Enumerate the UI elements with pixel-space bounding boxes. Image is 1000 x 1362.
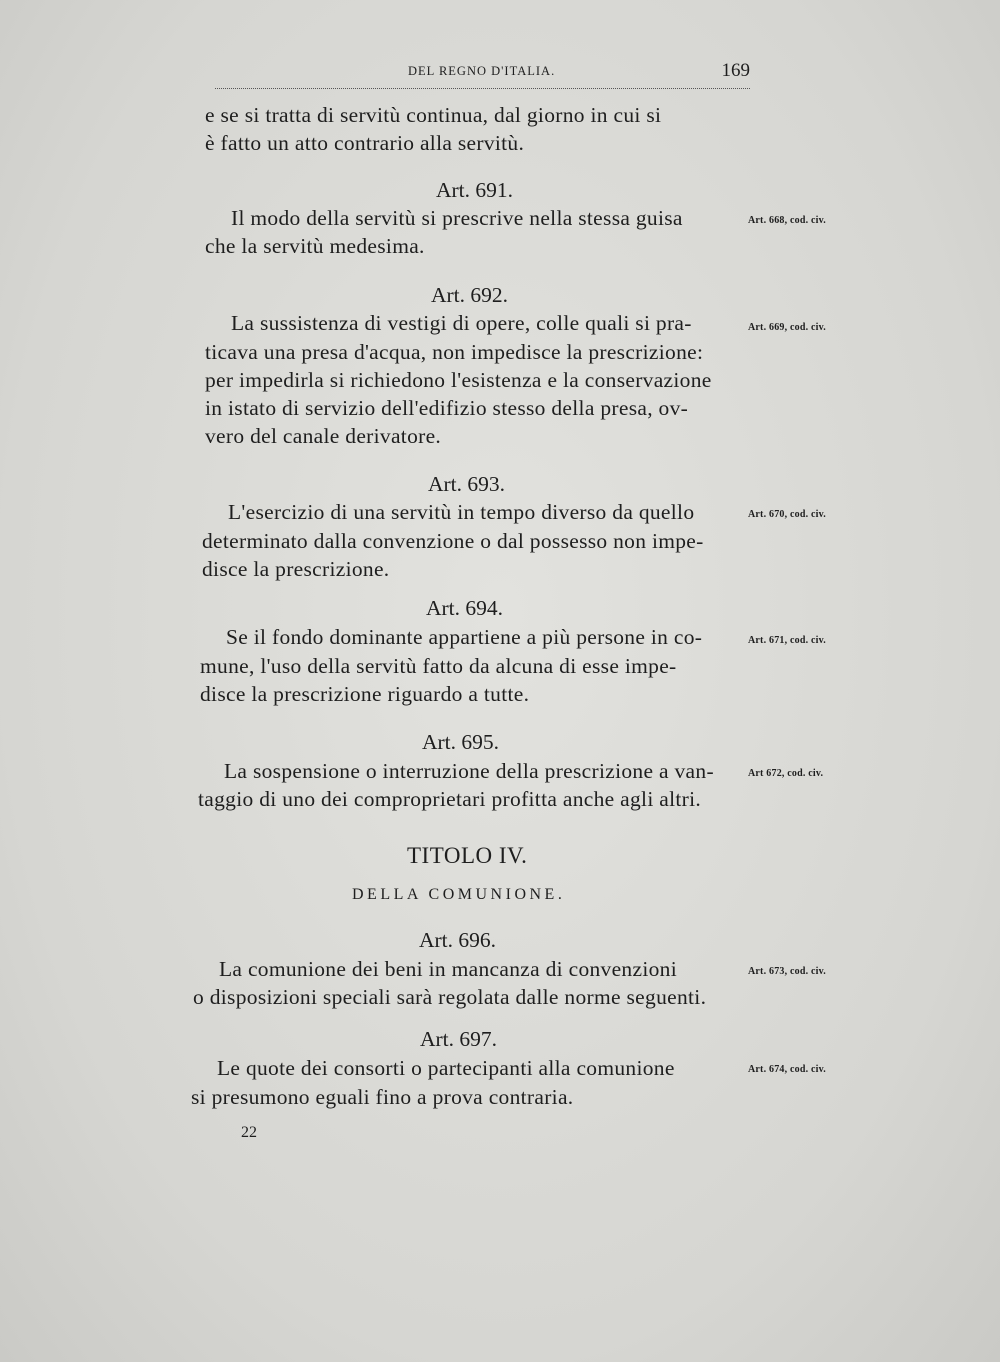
article-title: Art. 695.: [422, 730, 500, 754]
article-line: disce la prescrizione.: [202, 557, 390, 581]
intro-line: e se si tratta di servitù continua, dal giorno in cui si: [205, 103, 662, 127]
article-line: si presumono eguali fino a prova contraria.: [191, 1085, 574, 1109]
margin-note: Art. 673, cod. civ.: [748, 966, 826, 977]
article-title: Art. 694.: [426, 596, 504, 620]
intro-line: è fatto un atto contrario alla servitù.: [205, 131, 525, 155]
article-line: ticava una presa d'acqua, non impedisce la prescrizione:: [205, 340, 704, 364]
article-title: Art. 697.: [420, 1027, 498, 1051]
article-line: per impedirla si richiedono l'esistenza e la conservazione: [205, 368, 712, 392]
article-title: Art. 691.: [436, 178, 514, 202]
article-line: taggio di uno dei comproprietari profitta anche agli altri.: [198, 787, 702, 811]
margin-note: Art 672, cod. civ.: [748, 768, 824, 779]
article-line: Le quote dei consorti o partecipanti alla comunione: [217, 1056, 675, 1080]
article-line: determinato dalla convenzione o dal possesso non impe-: [202, 529, 704, 553]
margin-note: Art. 671, cod. civ.: [748, 635, 826, 646]
article-line: Il modo della servitù si prescrive nella stessa guisa: [231, 206, 683, 230]
margin-note: Art. 674, cod. civ.: [748, 1064, 826, 1075]
article-title: Art. 696.: [419, 928, 497, 952]
article-line: vero del canale derivatore.: [205, 424, 442, 448]
article-line: Se il fondo dominante appartiene a più persone in co-: [226, 625, 703, 649]
article-line: L'esercizio di una servitù in tempo diverso da quello: [228, 500, 695, 524]
article-line: mune, l'uso della servitù fatto da alcuna di esse impe-: [200, 654, 677, 678]
section-title: TITOLO IV.: [407, 843, 528, 868]
article-title: Art. 692.: [431, 283, 509, 307]
margin-note: Art. 669, cod. civ.: [748, 322, 826, 333]
margin-note: Art. 668, cod. civ.: [748, 215, 826, 226]
margin-note: Art. 670, cod. civ.: [748, 509, 826, 520]
article-line: La sussistenza di vestigi di opere, colle quali si pra-: [231, 311, 692, 335]
article-line: La sospensione o interruzione della prescrizione a van-: [224, 759, 714, 783]
article-title: Art. 693.: [428, 472, 506, 496]
page-number: 169: [721, 60, 750, 81]
article-line: che la servitù medesima.: [205, 234, 425, 258]
running-head: DEL REGNO D'ITALIA.: [408, 64, 556, 78]
article-line: o disposizioni speciali sarà regolata dalle norme seguenti.: [193, 985, 707, 1009]
signature-mark: 22: [241, 1124, 257, 1141]
article-line: disce la prescrizione riguardo a tutte.: [200, 682, 530, 706]
page-header: [215, 60, 750, 89]
section-subtitle: DELLA COMUNIONE.: [352, 886, 566, 903]
article-line: La comunione dei beni in mancanza di convenzioni: [219, 957, 677, 981]
article-line: in istato di servizio dell'edifizio stesso della presa, ov-: [205, 396, 689, 420]
